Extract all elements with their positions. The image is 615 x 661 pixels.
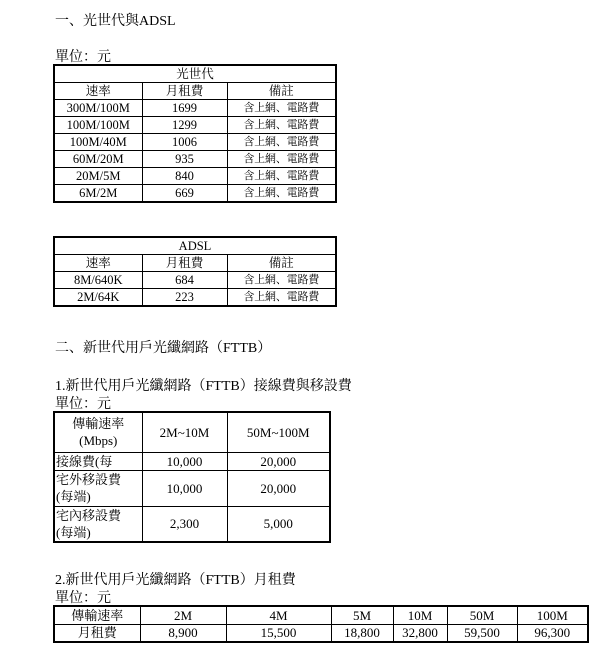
fee-cell: 1699 xyxy=(142,100,227,117)
adsl-table xyxy=(53,236,337,307)
fttb-col1-header: 2M~10M xyxy=(142,412,227,452)
table-row xyxy=(54,470,330,506)
fttb-monthly-unit: 單位：元 xyxy=(55,591,111,606)
speed-cell: 2M/64K xyxy=(54,289,142,307)
note-cell: 含上網、電路費 xyxy=(227,272,336,289)
speed-cell: 8M/640K xyxy=(54,272,142,289)
section1-unit: 單位：元 xyxy=(55,50,111,65)
speed-cell: 300M/100M xyxy=(54,100,142,117)
note-cell: 含上網、電路費 xyxy=(227,134,336,151)
fiber-header-speed: 速率 xyxy=(54,83,142,100)
fttb-row-label: 宅外移設費 xyxy=(56,472,122,487)
fttb-header-cell xyxy=(54,412,142,452)
adsl-table-title: ADSL xyxy=(54,237,336,255)
fee-cell: 1006 xyxy=(142,134,227,151)
table-row xyxy=(54,272,336,289)
fee-cell: 18,800 xyxy=(331,624,393,642)
note-cell: 含上網、電路費 xyxy=(227,289,336,307)
note-cell: 含上網、電路費 xyxy=(227,151,336,168)
adsl-header-fee: 月租費 xyxy=(142,255,227,272)
table-row xyxy=(54,168,336,185)
fttb-row-label: 接線費(每 xyxy=(54,452,142,470)
table-row xyxy=(54,452,330,470)
fee-cell: 20,000 xyxy=(227,452,330,470)
table-row xyxy=(54,185,336,203)
fttb-row-label: 宅內移設費 xyxy=(56,507,122,523)
speed-cell: 6M/2M xyxy=(54,185,142,203)
fee-cell: 5,000 xyxy=(227,506,330,542)
speed-cell: 100M/40M xyxy=(54,134,142,151)
adsl-header-speed: 速率 xyxy=(54,255,142,272)
fttb-row-sublabel: (每端) xyxy=(56,524,91,540)
fttb-monthly-heading: 2.新世代用戶光纖網路（FTTB）月租費 xyxy=(55,573,296,588)
fiber-table xyxy=(53,64,337,203)
fttb-fee-unit: 單位：元 xyxy=(55,397,111,412)
fiber-header-note: 備註 xyxy=(227,83,336,100)
speed-cell: 100M/100M xyxy=(54,117,142,134)
table-row xyxy=(54,100,336,117)
monthly-header-fee: 月租費 xyxy=(54,624,140,642)
fee-cell: 8,900 xyxy=(140,624,226,642)
fee-cell: 32,800 xyxy=(393,624,447,642)
speed-cell: 2M xyxy=(140,606,226,624)
fiber-header-fee: 月租費 xyxy=(142,83,227,100)
fee-cell: 10,000 xyxy=(142,470,227,506)
monthly-header-speed: 傳輸速率 xyxy=(54,606,140,624)
fttb-row-sublabel: (每端) xyxy=(56,489,91,504)
fttb-install-table xyxy=(53,411,331,543)
note-cell: 含上網、電路費 xyxy=(227,100,336,117)
fee-cell: 10,000 xyxy=(142,452,227,470)
note-cell: 含上網、電路費 xyxy=(227,185,336,203)
fttb-header-label: 傳輸速率 xyxy=(72,416,125,432)
table-row xyxy=(54,289,336,307)
fttb-monthly-table xyxy=(53,605,589,643)
adsl-header-note: 備註 xyxy=(227,255,336,272)
fee-cell: 20,000 xyxy=(227,470,330,506)
fttb-header-unit: (Mbps) xyxy=(79,433,118,449)
speed-cell: 4M xyxy=(226,606,331,624)
table-row xyxy=(54,117,336,134)
speed-cell: 20M/5M xyxy=(54,168,142,185)
fttb-row-label-cell xyxy=(54,470,142,506)
fttb-row-label-cell xyxy=(54,506,142,542)
speed-cell: 50M xyxy=(447,606,517,624)
fee-cell: 15,500 xyxy=(226,624,331,642)
fee-cell: 669 xyxy=(142,185,227,203)
section2-heading: 二、新世代用戶光纖網路（FTTB） xyxy=(55,341,272,356)
speed-cell: 5M xyxy=(331,606,393,624)
fttb-fee-heading: 1.新世代用戶光纖網路（FTTB）接線費與移設費 xyxy=(55,379,352,394)
speed-cell: 10M xyxy=(393,606,447,624)
note-cell: 含上網、電路費 xyxy=(227,117,336,134)
fee-cell: 223 xyxy=(142,289,227,307)
fee-cell: 96,300 xyxy=(517,624,588,642)
table-row xyxy=(54,151,336,168)
table-row xyxy=(54,506,330,542)
fee-cell: 1299 xyxy=(142,117,227,134)
fee-cell: 935 xyxy=(142,151,227,168)
fttb-col2-header: 50M~100M xyxy=(227,412,330,452)
section1-heading: 一、光世代與ADSL xyxy=(55,14,176,29)
table-row xyxy=(54,134,336,151)
fee-cell: 59,500 xyxy=(447,624,517,642)
fee-cell: 684 xyxy=(142,272,227,289)
fee-cell: 2,300 xyxy=(142,506,227,542)
speed-cell: 60M/20M xyxy=(54,151,142,168)
fiber-table-title: 光世代 xyxy=(54,65,336,83)
fee-cell: 840 xyxy=(142,168,227,185)
speed-cell: 100M xyxy=(517,606,588,624)
note-cell: 含上網、電路費 xyxy=(227,168,336,185)
